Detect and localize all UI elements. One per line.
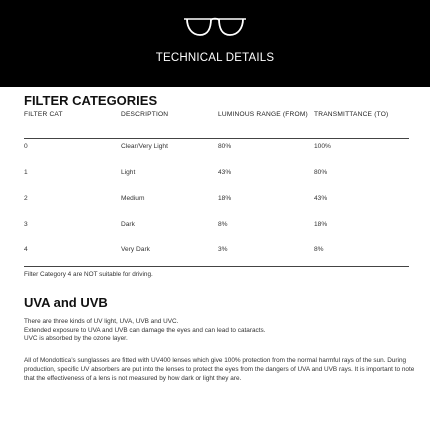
uv-paragraph: There are three kinds of UV light, UVA, UVB and UVC.	[24, 318, 179, 325]
cell-description: Clear/Very Light	[121, 143, 168, 150]
uv-paragraph: Extended exposure to UVA and UVB can damage the eyes and can lead to cataracts.	[24, 327, 266, 334]
table-row	[24, 194, 409, 204]
cell-transmittance: 8%	[314, 246, 324, 253]
glasses-icon	[183, 15, 247, 37]
uv-paragraph: UVC is absorbed by the ozone layer.	[24, 335, 128, 342]
table-row	[24, 142, 409, 152]
cell-luminous: 43%	[218, 169, 232, 176]
cell-luminous: 18%	[218, 195, 232, 202]
table-row	[24, 220, 409, 230]
uv400-paragraph: All of Mondottica’s sunglasses are fitted with UV400 lenses which give 100% protection from the normal harmful rays of the sun. During production, specific UV absorbers are put into the lenses to protect the eyes from the dangers of UVA and UVB rays. It is important to note that the effectiveness of a lens is not measured by how dark or light they are.	[24, 357, 415, 382]
filter-categories-heading: FILTER CATEGORIES	[24, 93, 158, 108]
page-title: TECHNICAL DETAILS	[155, 52, 275, 64]
cell-transmittance: 80%	[314, 169, 328, 176]
cell-description: Dark	[121, 221, 135, 228]
table-divider	[24, 266, 409, 267]
filter-table	[24, 111, 409, 267]
cell-filter-cat: 3	[24, 221, 28, 228]
header-banner	[0, 0, 430, 87]
driving-footnote: Filter Category 4 are NOT suitable for driving.	[24, 271, 153, 278]
uv-heading: UVA and UVB	[24, 295, 108, 310]
cell-description: Medium	[121, 195, 145, 202]
cell-transmittance: 18%	[314, 221, 328, 228]
table-row	[24, 245, 409, 255]
col-header-description: DESCRIPTION	[121, 111, 169, 118]
cell-description: Very Dark	[121, 246, 150, 253]
cell-filter-cat: 0	[24, 143, 28, 150]
cell-filter-cat: 4	[24, 246, 28, 253]
table-row	[24, 168, 409, 178]
cell-luminous: 80%	[218, 143, 232, 150]
cell-luminous: 3%	[218, 246, 228, 253]
cell-transmittance: 43%	[314, 195, 328, 202]
cell-filter-cat: 2	[24, 195, 28, 202]
cell-luminous: 8%	[218, 221, 228, 228]
table-header	[24, 111, 409, 139]
col-header-transmittance: TRANSMITTANCE (TO)	[314, 111, 389, 118]
col-header-luminous-range: LUMINOUS RANGE (FROM)	[218, 111, 308, 118]
cell-filter-cat: 1	[24, 169, 28, 176]
cell-transmittance: 100%	[314, 143, 331, 150]
cell-description: Light	[121, 169, 136, 176]
col-header-filter-cat: FILTER CAT	[24, 111, 63, 118]
table-body	[24, 139, 409, 267]
